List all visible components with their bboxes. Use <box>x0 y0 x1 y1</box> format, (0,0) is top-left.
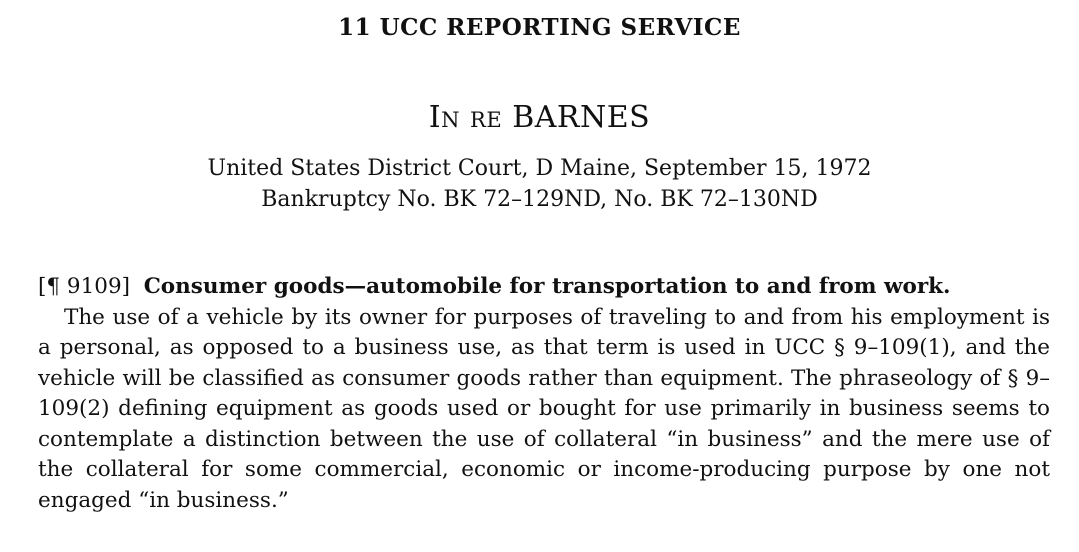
case-title-prefix: In re <box>428 100 503 135</box>
docket-numbers: Bankruptcy No. BK 72–129ND, No. BK 72–130ND <box>261 187 818 212</box>
case-title <box>0 100 1079 135</box>
headnote-body: The use of a vehicle by its owner for purposes of traveling to and from his employment is a personal, as opposed to a business use, as that term is used in UCC § 9–109(1), and the vehicle will be classified as consumer goods rather than equipment. The phraseology of § 9–109(2) defining equipment as goods used or bought for use primarily in business seems to contemplate a distinction between the use of collateral “in business” and the mere use of the collateral for some commercial, economic or income-producing purpose by one not engaged “in business.” <box>38 304 1050 513</box>
court-and-date: United States District Court, D Maine, September 15, 1972 <box>207 156 872 181</box>
case-title-name: BARNES <box>512 100 651 135</box>
headnote <box>38 272 1050 516</box>
headnote-heading <box>38 272 1050 303</box>
paragraph-reference: [¶ 9109] <box>38 274 131 299</box>
running-head: 11 UCC REPORTING SERVICE <box>338 14 741 41</box>
headnote-topic: Consumer goods—automobile for transportation to and from work. <box>143 274 951 299</box>
